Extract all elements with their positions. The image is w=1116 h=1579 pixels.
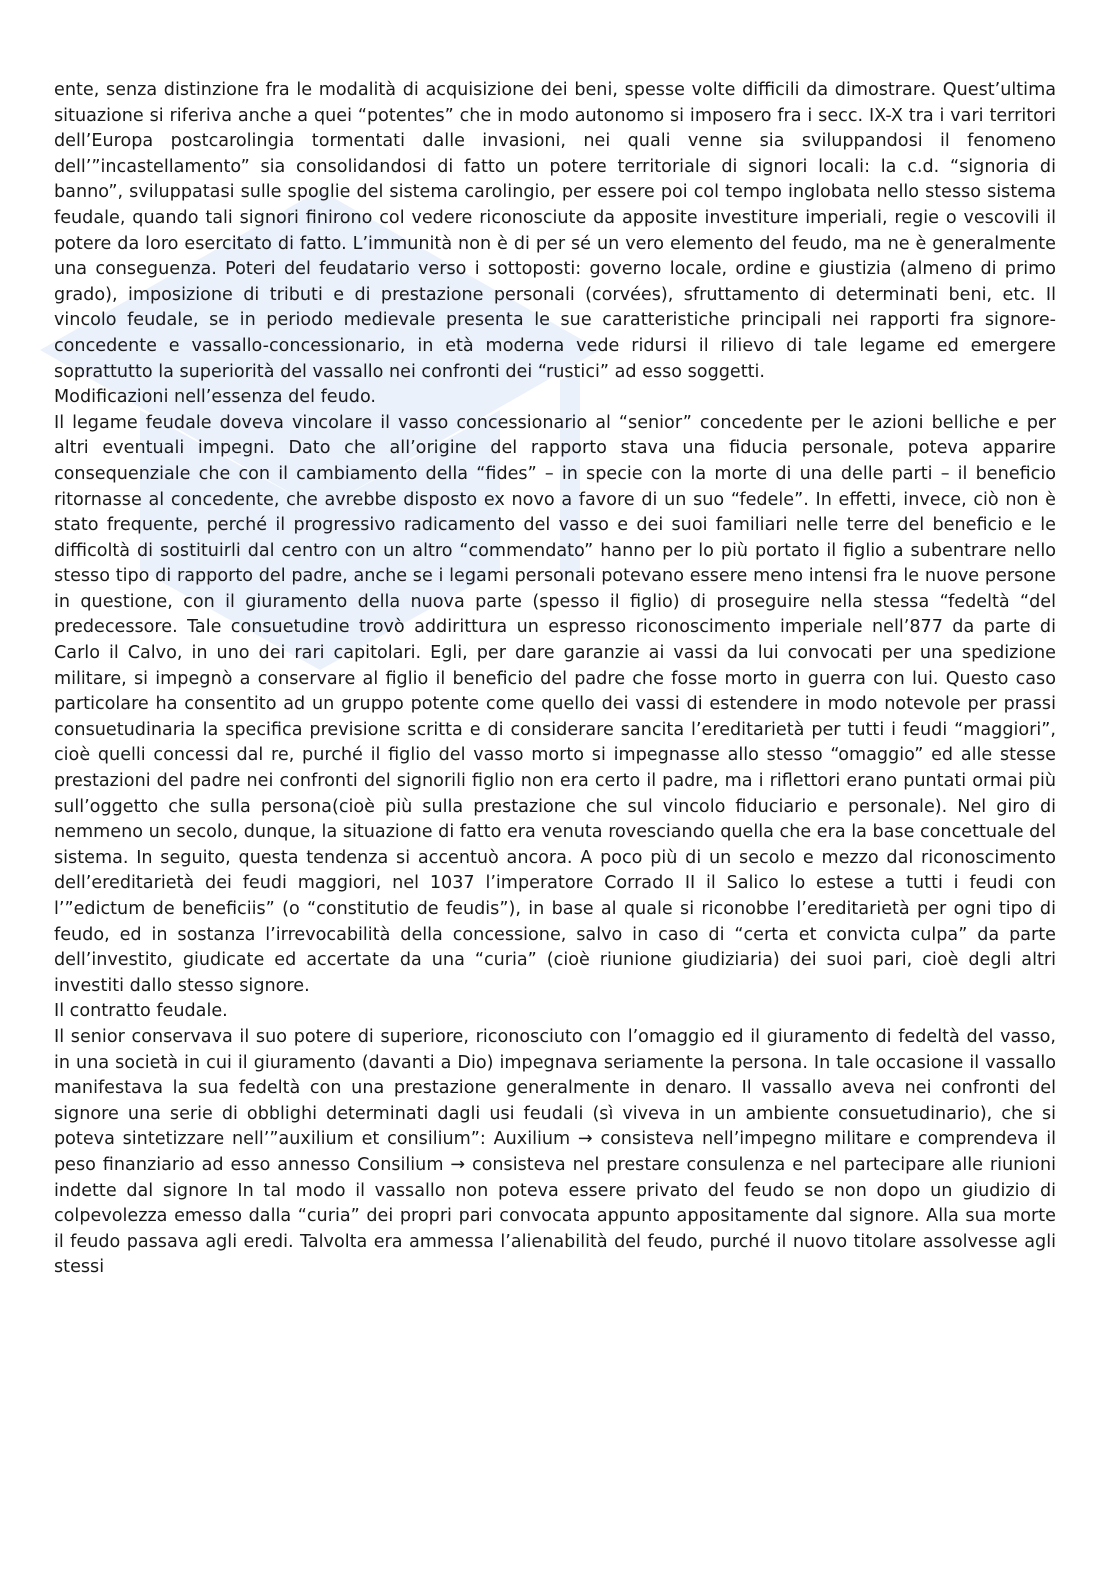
document-page bbox=[54, 78, 1056, 1281]
paragraph-intro: ente, senza distinzione fra le modalità di acquisizione dei beni, spesse volte difficili da dimostrare. Quest’ultima situazione si riferiva anche a quei “potentes” che in modo autonomo si imposero fra i secc. IX-X tra i vari territori dell’Europa postcarolingia tormentati dalle invasioni, nei quali venne sia sviluppandosi il fenomeno dell’”incastellamento” sia consolidandosi di fatto un potere territoriale di signori locali: la c.d. “signoria di banno”, sviluppatasi sulle spoglie del sistema carolingio, per essere poi col tempo inglobata nello stesso sistema feudale, quando tali signori finirono col vedere riconosciute da apposite investiture imperiali, regie o vescovili il potere da loro esercitato di fatto. L’immunità non è di per sé un vero elemento del feudo, ma ne è generalmente una conseguenza. Poteri del feudatario verso i sottoposti: governo locale, ordine e giustizia (almeno di primo grado), imposizione di tributi e di prestazione personali (corvées), sfruttamento di determinati beni, etc. Il vincolo feudale, se in periodo medievale presenta le sue caratteristiche principali nei rapporti fra signore-concedente e vassallo-concessionario, in età moderna vede ridursi il rilievo di tale legame ed emergere soprattutto la superiorità del vassallo nei confronti dei “rustici” ad esso soggetti. bbox=[54, 80, 1056, 382]
paragraph-senior: Il senior conservava il suo potere di superiore, riconosciuto con l’omaggio ed il giuramento di fedeltà del vasso, in una società in cui il giuramento (davanti a Dio) impegnava seriamente la persona. In tale occasione il vassallo manifestava la sua fedeltà con una prestazione generalmente in denaro. Il vassallo aveva nei confronti del signore una serie di obblighi determinati dagli usi feudali (sì viveva in un ambiente consuetudinario), che si poteva sintetizzare nell’”auxilium et consilium”: Auxilium → consisteva nell’impegno militare e comprendeva il peso finanziario ad esso annesso Consilium → consisteva nel prestare consulenza e nel partecipare alle riunioni indette dal signore In tal modo il vassallo non poteva essere privato del feudo se non dopo un giudizio di colpevolezza emesso dalla “curia” dei propri pari convocata appunto appositamente dal signore. Alla sua morte il feudo passava agli eredi. Talvolta era ammessa l’alienabilità del feudo, purché il nuovo titolare assolvesse agli stessi bbox=[54, 1026, 1056, 1278]
paragraph-legame-feudale: Il legame feudale doveva vincolare il vasso concessionario al “senior” concedente per le azioni belliche e per altri eventuali impegni. Dato che all’origine del rapporto stava una fiducia personale, poteva apparire consequenziale che con il cambiamento della “fides” – in specie con la morte di una delle parti – il beneficio ritornasse al concedente, che avrebbe disposto ex novo a favore di un suo “fedele”. In effetti, invece, ciò non è stato frequente, perché il progressivo radicamento del vasso e dei suoi familiari nelle terre del beneficio e le difficoltà di sostituirli dal centro con un altro “commendato” hanno per lo più portato il figlio a subentrare nello stesso tipo di rapporto del padre, anche se i legami personali potevano essere meno intensi fra le nuove persone in questione, con il giuramento della nuova parte (spesso il figlio) di proseguire nella stessa “fedeltà “del predecessore. Tale consuetudine trovò addirittura un espresso riconoscimento imperiale nell’877 da parte di Carlo il Calvo, in uno dei rari capitolari. Egli, per dare garanzie ai vassi da lui convocati per una spedizione militare, si impegnò a conservare al figlio il beneficio del padre che fosse morto in guerra con lui. Questo caso particolare ha consentito ad un gruppo potente come quello dei vassi di estendere in modo notevole per prassi consuetudinaria la specifica previsione scritta e di considerare sancita l’ereditarietà per tutti i feudi “maggiori”, cioè quelli concessi dal re, purché il figlio del vasso morto si impegnasse allo stesso “omaggio” ed alle stesse prestazioni del padre nei confronti del signorili figlio non era certo il padre, ma i riflettori erano puntati ormai più sull’oggetto che sulla persona(cioè più sulla prestazione che sul vincolo fiduciario e personale). Nel giro di nemmeno un secolo, dunque, la situazione di fatto era venuta rovesciando quella che era la base concettuale del sistema. In seguito, questa tendenza si accentuò ancora. A poco più di un secolo e mezzo dal riconoscimento dell’ereditarietà dei feudi maggiori, nel 1037 l’imperatore Corrado II il Salico lo estese a tutti i feudi con l’”edictum de beneficiis” (o “constitutio de feudis”), in base al quale si riconobbe l’ereditarietà per ogni tipo di feudo, ed in sostanza l’irrevocabilità della concessione, salvo in caso di “certa et convicta culpa” da parte dell’investito, giudicate ed accertate da una “curia” (cioè riunione giudiziaria) dei suoi pari, cioè degli altri investiti dallo stesso signore. bbox=[54, 412, 1056, 996]
section-heading-modificazioni: Modificazioni nell’essenza del feudo. bbox=[54, 387, 376, 408]
section-heading-contratto: Il contratto feudale. bbox=[54, 1001, 228, 1022]
